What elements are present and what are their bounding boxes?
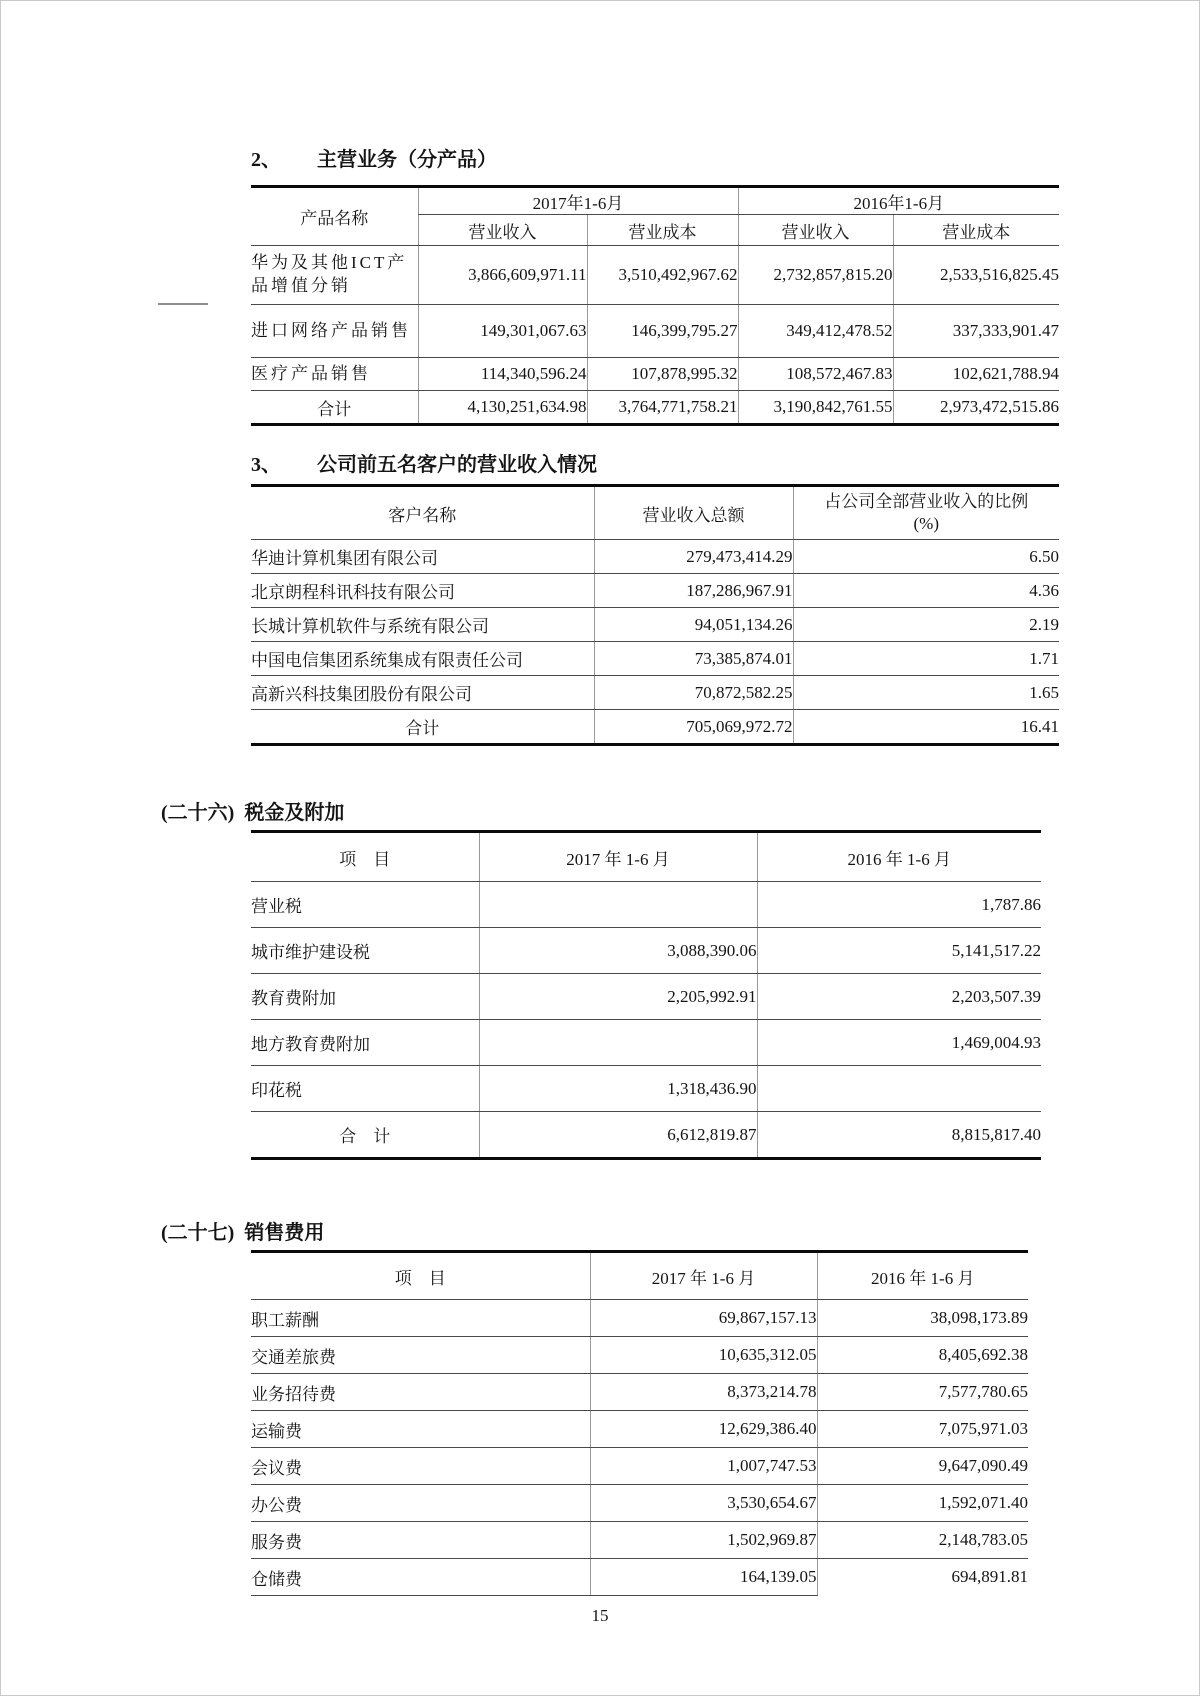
value-2017-cell: 1,502,969.87 (590, 1522, 817, 1559)
pct-cell: 6.50 (793, 540, 1059, 574)
value-2016-cell: 7,075,971.03 (817, 1411, 1028, 1448)
value-cell: 114,340,596.24 (418, 358, 587, 391)
table-row (251, 1337, 1028, 1374)
product-name-cell: 医疗产品销售 (251, 358, 418, 391)
item-name-cell: 仓储费 (251, 1559, 590, 1596)
table-row (251, 574, 1059, 608)
section-number: (二十七) (161, 1222, 235, 1244)
value-2016-cell: 8,405,692.38 (817, 1337, 1028, 1374)
page-number: 15 (591, 1606, 609, 1625)
value-2017-cell: 3,088,390.06 (479, 928, 757, 974)
value-2017-cell: 10,635,312.05 (590, 1337, 817, 1374)
revenue-cell: 73,385,874.01 (594, 642, 793, 676)
customer-name-cell: 华迪计算机集团有限公司 (251, 540, 594, 574)
table-row (251, 608, 1059, 642)
value-cell: 3,510,492,967.62 (587, 246, 738, 305)
value-cell: 149,301,067.63 (418, 305, 587, 358)
header-customer-name: 客户名称 (251, 487, 594, 540)
header-2016: 2016 年 1-6 月 (757, 833, 1041, 882)
table-header-row (251, 188, 1059, 215)
section-number: (二十六) (161, 802, 235, 824)
value-2017-cell (479, 1020, 757, 1066)
subheader-revenue-2017: 营业收入 (418, 215, 587, 246)
value-2016-cell: 7,577,780.65 (817, 1374, 1028, 1411)
header-product-name: 产品名称 (251, 188, 418, 246)
value-cell: 2,732,857,815.20 (738, 246, 893, 305)
table-row (251, 1448, 1028, 1485)
margin-dash-mark (158, 303, 208, 305)
taxes-table (251, 833, 1041, 1157)
item-name-cell: 地方教育费附加 (251, 1020, 479, 1066)
value-2016-cell: 9,647,090.49 (817, 1448, 1028, 1485)
item-name-cell: 印花税 (251, 1066, 479, 1112)
selling-expenses-table-frame (251, 1250, 1028, 1596)
total-value-cell: 3,764,771,758.21 (587, 391, 738, 424)
value-2016-cell (757, 1066, 1041, 1112)
table-row (251, 1300, 1028, 1337)
selling-expenses-table (251, 1253, 1028, 1596)
value-2016-cell: 5,141,517.22 (757, 928, 1041, 974)
revenue-cell: 279,473,414.29 (594, 540, 793, 574)
value-2016-cell: 1,592,071.40 (817, 1485, 1028, 1522)
value-2017-cell: 1,318,436.90 (479, 1066, 757, 1112)
table-header-row (251, 1253, 1028, 1300)
table-row (251, 358, 1059, 391)
pct-cell: 1.71 (793, 642, 1059, 676)
total-value-cell: 2,973,472,515.86 (893, 391, 1059, 424)
table-row (251, 540, 1059, 574)
section-heading-main-business (251, 147, 1199, 173)
table-row (251, 1020, 1041, 1066)
value-cell: 102,621,788.94 (893, 358, 1059, 391)
table-row (251, 882, 1041, 928)
customer-name-cell: 中国电信集团系统集成有限责任公司 (251, 642, 594, 676)
pct-cell: 1.65 (793, 676, 1059, 710)
pct-cell: 4.36 (793, 574, 1059, 608)
section-title-text: 销售费用 (244, 1222, 325, 1244)
total-label-cell: 合计 (405, 719, 440, 738)
header-item: 项 目 (251, 833, 479, 882)
header-2017: 2017 年 1-6 月 (590, 1253, 817, 1300)
total-row (251, 710, 1059, 744)
header-revenue-pct-line2: (%) (913, 514, 939, 533)
subheader-cost-2017: 营业成本 (587, 215, 738, 246)
total-pct-cell: 16.41 (793, 710, 1059, 744)
total-label-cell: 合计 (317, 399, 352, 419)
value-2016-cell: 38,098,173.89 (817, 1300, 1028, 1337)
value-cell: 337,333,901.47 (893, 305, 1059, 358)
total-value-cell: 3,190,842,761.55 (738, 391, 893, 424)
value-2017-cell (479, 882, 757, 928)
header-item: 项 目 (251, 1253, 590, 1300)
total-row (251, 391, 1059, 424)
revenue-cell: 187,286,967.91 (594, 574, 793, 608)
value-2016-cell: 1,469,004.93 (757, 1020, 1041, 1066)
value-cell: 2,533,516,825.45 (893, 246, 1059, 305)
header-period-2017: 2017年1-6月 (418, 188, 738, 215)
item-name-cell: 办公费 (251, 1485, 590, 1522)
table-row (251, 1066, 1041, 1112)
table-row (251, 1411, 1028, 1448)
customer-name-cell: 高新兴科技集团股份有限公司 (251, 676, 594, 710)
subheader-revenue-2016: 营业收入 (738, 215, 893, 246)
table-header-row (251, 487, 1059, 540)
value-2017-cell: 8,373,214.78 (590, 1374, 817, 1411)
value-2016-cell: 694,891.81 (817, 1559, 1028, 1596)
customer-name-cell: 长城计算机软件与系统有限公司 (251, 608, 594, 642)
value-2016-cell: 2,203,507.39 (757, 974, 1041, 1020)
header-revenue-total: 营业收入总额 (594, 487, 793, 540)
total-row (251, 1112, 1041, 1158)
value-cell: 349,412,478.52 (738, 305, 893, 358)
table-row (251, 1559, 1028, 1596)
value-cell: 107,878,995.32 (587, 358, 738, 391)
header-revenue-pct (793, 487, 1059, 540)
table-row (251, 1374, 1028, 1411)
customer-name-cell: 北京朗程科讯科技有限公司 (251, 574, 594, 608)
table-header-row (251, 833, 1041, 882)
table-row (251, 1522, 1028, 1559)
section-title-text: 主营业务（分产品） (317, 149, 497, 171)
section-heading-top-customers (251, 452, 1199, 478)
total-label-cell: 合 计 (339, 1127, 391, 1146)
table-row (251, 642, 1059, 676)
top-customers-table-frame (251, 484, 1059, 746)
total-2016-cell: 8,815,817.40 (757, 1112, 1041, 1158)
total-2017-cell: 6,612,819.87 (479, 1112, 757, 1158)
value-2017-cell: 12,629,386.40 (590, 1411, 817, 1448)
table-row (251, 676, 1059, 710)
pct-cell: 2.19 (793, 608, 1059, 642)
product-name-cell: 进口网络产品销售 (251, 305, 418, 358)
item-name-cell: 业务招待费 (251, 1374, 590, 1411)
item-name-cell: 城市维护建设税 (251, 928, 479, 974)
table-row (251, 246, 1059, 305)
value-2016-cell: 2,148,783.05 (817, 1522, 1028, 1559)
product-name-cell: 华为及其他ICT产品增值分销 (251, 246, 418, 305)
value-cell: 108,572,467.83 (738, 358, 893, 391)
total-revenue-cell: 705,069,972.72 (594, 710, 793, 744)
section-heading-selling-expenses (161, 1220, 1199, 1246)
section-number: 2、 (251, 149, 281, 171)
value-2017-cell: 1,007,747.53 (590, 1448, 817, 1485)
top-customers-table (251, 487, 1059, 743)
subheader-cost-2016: 营业成本 (893, 215, 1059, 246)
table-row (251, 1485, 1028, 1522)
table-row (251, 974, 1041, 1020)
revenue-cell: 94,051,134.26 (594, 608, 793, 642)
item-name-cell: 教育费附加 (251, 974, 479, 1020)
value-cell: 146,399,795.27 (587, 305, 738, 358)
section-title-text: 公司前五名客户的营业收入情况 (317, 454, 597, 476)
item-name-cell: 运输费 (251, 1411, 590, 1448)
item-name-cell: 会议费 (251, 1448, 590, 1485)
value-2017-cell: 164,139.05 (590, 1559, 817, 1596)
header-period-2016: 2016年1-6月 (738, 188, 1059, 215)
item-name-cell: 服务费 (251, 1522, 590, 1559)
table-row (251, 928, 1041, 974)
table-row (251, 305, 1059, 358)
main-business-table-frame (251, 185, 1059, 426)
revenue-cell: 70,872,582.25 (594, 676, 793, 710)
section-heading-taxes (161, 800, 1199, 826)
item-name-cell: 营业税 (251, 882, 479, 928)
value-2016-cell: 1,787.86 (757, 882, 1041, 928)
total-value-cell: 4,130,251,634.98 (418, 391, 587, 424)
section-number: 3、 (251, 454, 281, 476)
value-2017-cell: 69,867,157.13 (590, 1300, 817, 1337)
value-2017-cell: 3,530,654.67 (590, 1485, 817, 1522)
taxes-table-frame (251, 830, 1041, 1160)
section-title-text: 税金及附加 (244, 802, 345, 824)
header-2017: 2017 年 1-6 月 (479, 833, 757, 882)
value-2017-cell: 2,205,992.91 (479, 974, 757, 1020)
item-name-cell: 职工薪酬 (251, 1300, 590, 1337)
item-name-cell: 交通差旅费 (251, 1337, 590, 1374)
header-revenue-pct-line1: 占公司全部营业收入的比例 (824, 491, 1029, 511)
value-cell: 3,866,609,971.11 (418, 246, 587, 305)
header-2016: 2016 年 1-6 月 (817, 1253, 1028, 1300)
main-business-table (251, 188, 1059, 423)
